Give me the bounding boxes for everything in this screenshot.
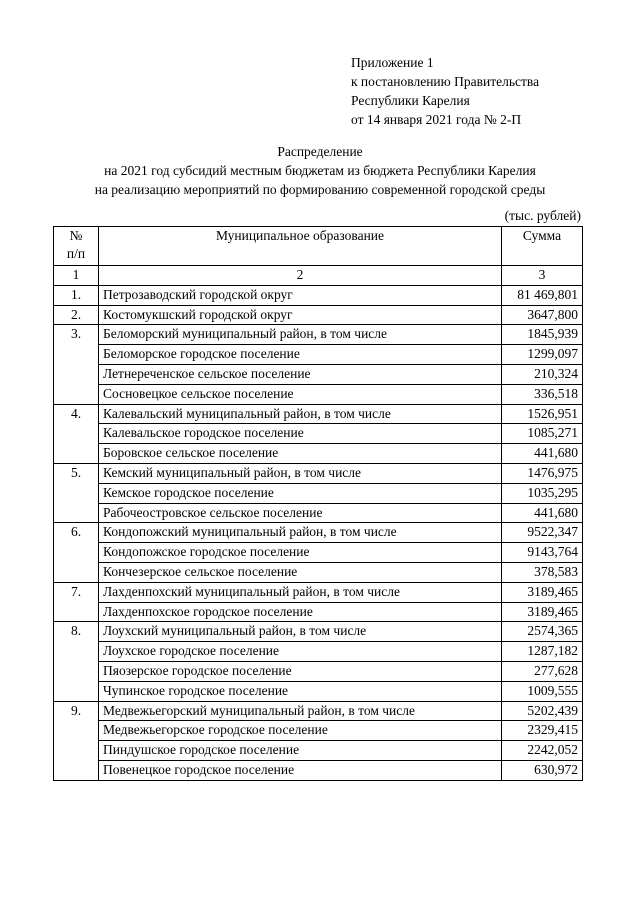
table-row [54, 285, 583, 305]
municipality-name: Повенецкое городское поселение [99, 760, 502, 780]
column-number-cell: 1 [54, 266, 99, 286]
column-number-row [54, 266, 583, 286]
subsidy-amount: 1085,271 [502, 424, 583, 444]
title-line: на 2021 год субсидий местным бюджетам из бюджета Республики Карелия [104, 163, 536, 178]
municipality-name: Лахденпохское городское поселение [99, 602, 502, 622]
municipality-name: Пиндушское городское поселение [99, 741, 502, 761]
subsidy-amount: 9522,347 [502, 523, 583, 543]
municipality-name: Кемское городское поселение [99, 483, 502, 503]
row-number: 2. [54, 305, 99, 325]
row-number: 1. [54, 285, 99, 305]
table-row [54, 305, 583, 325]
table-body [54, 227, 583, 781]
municipality-name: Беломорское городское поселение [99, 345, 502, 365]
subsidy-amount: 441,680 [502, 503, 583, 523]
table-row [54, 384, 583, 404]
table-row [54, 622, 583, 642]
subsidy-amount: 9143,764 [502, 543, 583, 563]
municipality-name: Костомукшский городской округ [99, 305, 502, 325]
subsidy-amount: 3189,465 [502, 602, 583, 622]
appendix-line: от 14 января 2021 года № 2-П [351, 112, 522, 127]
subsidy-amount: 1299,097 [502, 345, 583, 365]
subsidy-amount: 378,583 [502, 562, 583, 582]
subsidy-amount: 2242,052 [502, 741, 583, 761]
table-row [54, 681, 583, 701]
municipality-name: Медвежьегорский муниципальный район, в том числе [99, 701, 502, 721]
units-label: (тыс. рублей) [504, 208, 581, 223]
row-number: 7. [54, 582, 99, 622]
subsidy-amount: 2329,415 [502, 721, 583, 741]
appendix-line: Республики Карелия [351, 93, 470, 108]
table-row [54, 562, 583, 582]
row-number: 4. [54, 404, 99, 463]
subsidy-amount: 1526,951 [502, 404, 583, 424]
row-number: 6. [54, 523, 99, 582]
subsidy-amount: 1009,555 [502, 681, 583, 701]
row-number: 3. [54, 325, 99, 404]
table-row [54, 483, 583, 503]
row-number: 5. [54, 463, 99, 522]
subsidy-amount: 3647,800 [502, 305, 583, 325]
municipality-name: Кондопожский муниципальный район, в том числе [99, 523, 502, 543]
municipality-name: Калевальское городское поселение [99, 424, 502, 444]
table-row [54, 760, 583, 780]
subsidy-amount: 81 469,801 [502, 285, 583, 305]
municipality-name: Медвежьегорское городское поселение [99, 721, 502, 741]
row-number: 9. [54, 701, 99, 780]
municipality-name: Рабочеостровское сельское поселение [99, 503, 502, 523]
table-row [54, 701, 583, 721]
appendix-line: к постановлению Правительства [351, 74, 540, 89]
header-municipality: Муниципальное образование [99, 227, 502, 266]
subsidy-amount: 2574,365 [502, 622, 583, 642]
municipality-name: Летнереченское сельское поселение [99, 364, 502, 384]
table-row [54, 602, 583, 622]
appendix-header [351, 53, 601, 129]
municipality-name: Сосновецкое сельское поселение [99, 384, 502, 404]
table-row [54, 325, 583, 345]
table-row [54, 661, 583, 681]
distribution-table [53, 226, 583, 781]
table-row [54, 345, 583, 365]
header-number-line: п/п [66, 246, 86, 261]
table-row [54, 503, 583, 523]
subsidy-amount: 1287,182 [502, 642, 583, 662]
header-sum: Сумма [502, 227, 583, 266]
subsidy-amount: 210,324 [502, 364, 583, 384]
title-line: на реализацию мероприятий по формированию современной городской среды [94, 182, 546, 197]
subsidy-amount: 277,628 [502, 661, 583, 681]
table-header-row [54, 227, 583, 266]
table-row [54, 364, 583, 384]
table-row [54, 642, 583, 662]
subsidy-amount: 336,518 [502, 384, 583, 404]
subsidy-amount: 3189,465 [502, 582, 583, 602]
municipality-name: Лоухское городское поселение [99, 642, 502, 662]
document-title [30, 142, 610, 199]
subsidy-amount: 1476,975 [502, 463, 583, 483]
table-row [54, 543, 583, 563]
municipality-name: Калевальский муниципальный район, в том числе [99, 404, 502, 424]
table-row [54, 582, 583, 602]
municipality-name: Чупинское городское поселение [99, 681, 502, 701]
subsidy-amount: 5202,439 [502, 701, 583, 721]
table-row [54, 463, 583, 483]
row-number: 8. [54, 622, 99, 701]
municipality-name: Пяозерское городское поселение [99, 661, 502, 681]
table-row [54, 721, 583, 741]
column-number-cell: 2 [99, 266, 502, 286]
subsidy-amount: 441,680 [502, 444, 583, 464]
subsidy-amount: 1845,939 [502, 325, 583, 345]
municipality-name: Петрозаводский городской округ [99, 285, 502, 305]
header-number [54, 227, 99, 266]
municipality-name: Кемский муниципальный район, в том числе [99, 463, 502, 483]
municipality-name: Кондопожское городское поселение [99, 543, 502, 563]
appendix-line: Приложение 1 [351, 55, 434, 70]
table-row [54, 523, 583, 543]
header-number-line: № [69, 228, 83, 243]
table-row [54, 424, 583, 444]
table-row [54, 404, 583, 424]
subsidy-amount: 1035,295 [502, 483, 583, 503]
table-row [54, 741, 583, 761]
municipality-name: Лахденпохский муниципальный район, в том числе [99, 582, 502, 602]
table-row [54, 444, 583, 464]
municipality-name: Беломорский муниципальный район, в том числе [99, 325, 502, 345]
municipality-name: Лоухский муниципальный район, в том числе [99, 622, 502, 642]
municipality-name: Кончезерское сельское поселение [99, 562, 502, 582]
title-line: Распределение [277, 144, 363, 159]
subsidy-amount: 630,972 [502, 760, 583, 780]
column-number-cell: 3 [502, 266, 583, 286]
municipality-name: Боровское сельское поселение [99, 444, 502, 464]
